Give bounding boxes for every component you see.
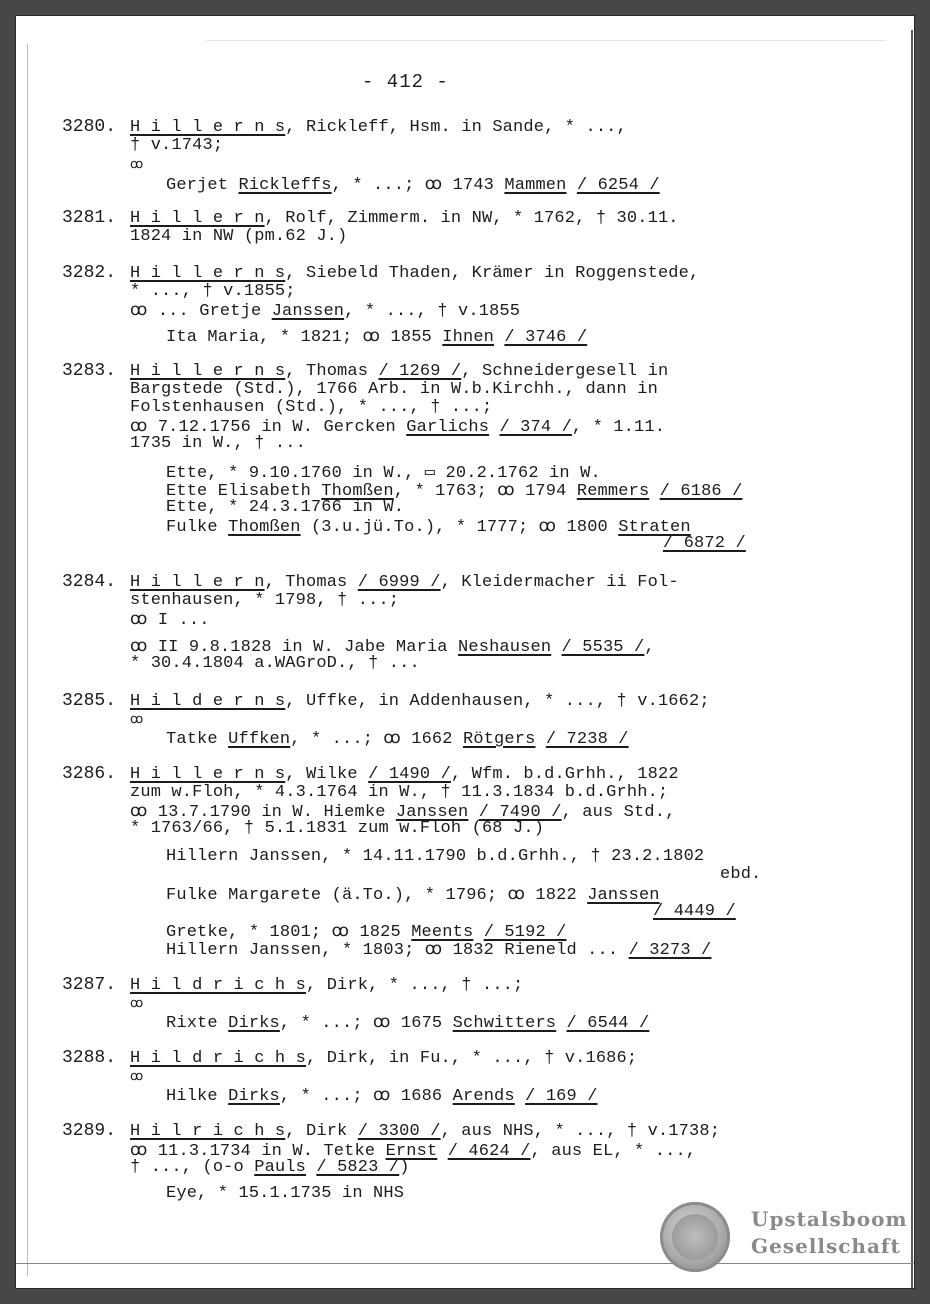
reference-number: / 6999 / (357, 573, 441, 592)
child-line: Hillern Janssen, * 14.11.1790 b.d.Grhh., † 23.2.1802 (166, 847, 705, 866)
child-line: * 30.4.1804 a.WAGroD., † ... (130, 654, 420, 673)
reference-number: / 6544 / (566, 1014, 650, 1033)
reference-number: / 7490 / (478, 803, 562, 822)
entry-name: H i l l e r n s (130, 118, 286, 137)
entry-number: 3280. (62, 117, 117, 137)
child-line: Gerjet Rickleffs, * ...; ꝏ 1743 Mammen / 6254 / (166, 176, 660, 195)
reference-number: / 6186 / (659, 482, 743, 501)
entry-line: H i l l e r n s, Wilke / 1490 /, Wfm. b.d.Grhh., 1822 (130, 765, 679, 784)
upstalsboom-logo (660, 1202, 906, 1276)
scan-edge-left (27, 44, 28, 1276)
entry-name: H i l d e r n s (130, 692, 286, 711)
child-line: Fulke Thomßen (3.u.jü.To.), * 1777; ꝏ 1800 Straten (166, 518, 691, 537)
entry-line: ꝏ 11.3.1734 in W. Tetke Ernst / 4624 /, aus EL, * ..., (130, 1142, 697, 1161)
seal-icon (660, 1202, 730, 1272)
reference-number: / 6254 / (576, 176, 660, 195)
entry-line: ꝏ ... Gretje Janssen, * ..., † v.1855 (130, 302, 521, 321)
entry-line: H i l r i c h s, Dirk / 3300 /, aus NHS, * ..., † v.1738; (130, 1122, 721, 1141)
marriage-symbol: ꝏ (130, 712, 144, 727)
reference-number: / 1269 / (378, 362, 462, 381)
entry-line: H i l d e r n s, Uffke, in Addenhausen, * ..., † v.1662; (130, 692, 710, 711)
entry-line: * 1763/66, † 5.1.1831 zum w.Floh (68 J.) (130, 819, 545, 838)
reference-number: / 4624 / (447, 1142, 531, 1161)
entry-line (130, 118, 627, 137)
logo-text-line2: Gesellschaft (751, 1234, 901, 1258)
reference-number: / 3273 / (628, 941, 712, 960)
page-number: - 412 - (362, 71, 449, 93)
document-page (16, 16, 914, 1288)
entry-number: 3284. (62, 572, 117, 592)
child-line: Tatke Uffken, * ...; ꝏ 1662 Rötgers / 7238 / (166, 730, 629, 749)
child-line: ꝏ II 9.8.1828 in W. Jabe Maria Neshausen / 5535 /, (130, 638, 655, 657)
entry-line: † ..., (o-o Pauls / 5823 /) (130, 1158, 410, 1177)
marriage-symbol: ꝏ (130, 1069, 144, 1084)
child-line: Ita Maria, * 1821; ꝏ 1855 Ihnen / 3746 / (166, 328, 588, 347)
entry-line: Folstenhausen (Std.), * ..., † ...; (130, 398, 493, 417)
entry-line: * ..., † v.1855; (130, 282, 296, 301)
entry-line: ꝏ 7.12.1756 in W. Gercken Garlichs / 374 /, * 1.11. (130, 418, 666, 437)
entry-name: H i l r i c h s (130, 1122, 286, 1141)
entry-name: H i l l e r n s (130, 765, 286, 784)
entry-name: H i l d r i c h s (130, 976, 306, 995)
entry-line: H i l l e r n s, Siebeld Thaden, Krämer in Roggenstede, (130, 264, 700, 283)
entry-name: H i l l e r n (130, 209, 265, 228)
reference-number: / 3300 / (357, 1122, 441, 1141)
entry-line: H i l d r i c h s, Dirk, in Fu., * ..., † v.1686; (130, 1049, 638, 1068)
entry-name: H i l l e r n (130, 573, 265, 592)
reference-number: / 6872 / (663, 534, 746, 553)
marriage-symbol: ꝏ (130, 996, 144, 1011)
reference-number: / 5823 / (316, 1158, 400, 1177)
child-line: Hillern Janssen, * 1803; ꝏ 1832 Rieneld ... / 3273 / (166, 941, 712, 960)
entry-name: H i l l e r n s (130, 264, 286, 283)
child-line: Rixte Dirks, * ...; ꝏ 1675 Schwitters / 6544 / (166, 1014, 650, 1033)
entry-text: , Rickleff, Hsm. in Sande, * ..., (285, 118, 627, 137)
child-line: Ette Elisabeth Thomßen, * 1763; ꝏ 1794 Remmers / 6186 / (166, 482, 743, 501)
child-line: Fulke Margarete (ä.To.), * 1796; ꝏ 1822 Janssen (166, 886, 660, 905)
entry-line: 1735 in W., † ... (130, 434, 306, 453)
entry-number: 3286. (62, 764, 117, 784)
reference-number: / 5192 / (483, 923, 567, 942)
entry-name: H i l l e r n s (130, 362, 286, 381)
entry-line: † v.1743; (130, 136, 224, 155)
scan-edge-top (206, 40, 886, 41)
entry-number: 3288. (62, 1048, 117, 1068)
reference-number: / 3746 / (504, 328, 588, 347)
entry-line: H i l l e r n, Rolf, Zimmerm. in NW, * 1762, † 30.11. (130, 209, 679, 228)
entry-line: Bargstede (Std.), 1766 Arb. in W.b.Kirchh., dann in (130, 380, 658, 399)
entry-line: 1824 in NW (pm.62 J.) (130, 227, 348, 246)
entry-line: zum w.Floh, * 4.3.1764 in W., † 11.3.1834 b.d.Grhh.; (130, 783, 669, 802)
entry-name: H i l d r i c h s (130, 1049, 306, 1068)
entry-line: stenhausen, * 1798, † ...; (130, 591, 400, 610)
reference-number: / 4449 / (653, 902, 736, 921)
reference-number: / 7238 / (545, 730, 629, 749)
scan-edge-right (911, 30, 913, 1288)
entry-number: 3285. (62, 691, 117, 711)
child-line: Gretke, * 1801; ꝏ 1825 Meents / 5192 / (166, 923, 567, 942)
entry-number: 3289. (62, 1121, 117, 1141)
entry-number: 3283. (62, 361, 117, 381)
reference-number: / 374 / (499, 418, 572, 437)
entry-number: 3281. (62, 208, 117, 228)
entry-number: 3287. (62, 975, 117, 995)
child-line: Eye, * 15.1.1735 in NHS (166, 1184, 405, 1203)
entry-number: 3282. (62, 263, 117, 283)
logo-text-line1: Upstalsboom (751, 1207, 908, 1231)
entry-line: H i l l e r n, Thomas / 6999 /, Kleidermacher ii Fol- (130, 573, 679, 592)
entry-line: ꝏ 13.7.1790 in W. Hiemke Janssen / 7490 /, aus Std., (130, 803, 676, 822)
reference-number: / 169 / (525, 1087, 598, 1106)
child-line-continuation: ebd. (720, 865, 762, 884)
child-line: Ette, * 9.10.1760 in W., ▭ 20.2.1762 in W. (166, 464, 601, 483)
entry-line: H i l d r i c h s, Dirk, * ..., † ...; (130, 976, 524, 995)
reference-number: / 1490 / (368, 765, 451, 784)
marriage-symbol: ꝏ (130, 157, 144, 172)
entry-line: ꝏ I ... (130, 611, 210, 630)
child-line: Ette, * 24.3.1766 in W. (166, 498, 405, 517)
entry-line: H i l l e r n s, Thomas / 1269 /, Schneidergesell in (130, 362, 669, 381)
child-line: Hilke Dirks, * ...; ꝏ 1686 Arends / 169 / (166, 1087, 598, 1106)
reference-number: / 5535 / (561, 638, 645, 657)
